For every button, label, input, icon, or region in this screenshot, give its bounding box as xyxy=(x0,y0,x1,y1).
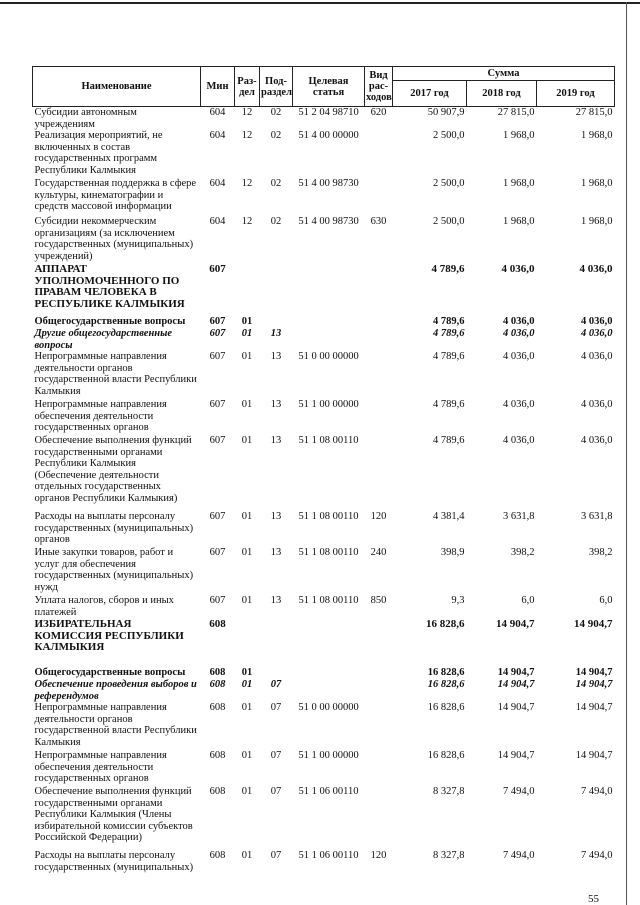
cell-s17: 4 789,6 xyxy=(433,435,465,446)
cell-name: Иные закупки товаров, работ и услуг для обеспечения государственных (муниципальных) нужд xyxy=(34,547,194,593)
cell-min: 607 xyxy=(209,316,226,327)
cell-cs: 51 2 04 98710 xyxy=(298,107,359,118)
cell-s18: 4 036,0 xyxy=(501,263,535,275)
cell-rz: 01 xyxy=(241,595,253,606)
cell-pr xyxy=(260,619,293,667)
cell-s18: 27 815,0 xyxy=(497,107,535,118)
cell-s18: 6,0 xyxy=(521,595,535,606)
cell-cs: 51 4 00 98730 xyxy=(298,178,359,189)
cell-min: 608 xyxy=(209,679,226,690)
cell-pr: 02 xyxy=(270,130,282,141)
header-2019: 2019 год xyxy=(537,81,615,107)
table-row xyxy=(33,316,615,328)
header-razdel: Раз- дел xyxy=(235,67,260,107)
cell-s19: 1 968,0 xyxy=(581,216,613,227)
cell-cs: 51 0 00 00000 xyxy=(298,702,359,713)
cell-s18: 4 036,0 xyxy=(503,435,535,446)
cell-s18: 4 036,0 xyxy=(503,328,535,339)
cell-vr xyxy=(365,399,393,435)
cell-rz xyxy=(235,264,260,316)
cell-min: 604 xyxy=(209,178,226,189)
cell-rz: 01 xyxy=(241,850,253,861)
header-podrazdel: Под- раздел xyxy=(260,67,293,107)
table-body xyxy=(33,107,615,875)
cell-s17: 4 789,6 xyxy=(431,263,465,275)
cell-s19: 398,2 xyxy=(588,547,613,558)
cell-pr: 13 xyxy=(270,351,282,362)
budget-table xyxy=(32,66,615,874)
cell-cs: 51 4 00 00000 xyxy=(298,130,359,141)
cell-s19: 1 968,0 xyxy=(581,130,613,141)
cell-pr: 07 xyxy=(270,702,282,713)
cell-pr xyxy=(260,316,293,328)
cell-s18: 1 968,0 xyxy=(503,130,535,141)
cell-s17: 16 828,6 xyxy=(427,667,465,678)
cell-rz: 12 xyxy=(241,107,253,118)
table-row xyxy=(33,750,615,786)
table-row xyxy=(33,511,615,547)
cell-s19: 7 494,0 xyxy=(581,850,613,861)
table-row xyxy=(33,435,615,511)
cell-s19: 1 968,0 xyxy=(581,178,613,189)
cell-s17: 2 500,0 xyxy=(433,216,465,227)
cell-s18: 14 904,7 xyxy=(497,667,535,678)
cell-pr: 13 xyxy=(270,399,282,410)
cell-min: 608 xyxy=(209,618,226,630)
cell-s17: 4 789,6 xyxy=(433,328,465,339)
table-row xyxy=(33,107,615,131)
cell-cs: 51 1 00 00000 xyxy=(298,750,359,761)
header-min: Мин xyxy=(201,67,235,107)
cell-min: 604 xyxy=(209,216,226,227)
cell-vr xyxy=(365,750,393,786)
cell-rz: 01 xyxy=(241,316,253,327)
cell-name: Непрограммные направления обеспечения деятельности государственных органов xyxy=(34,399,167,433)
cell-vr xyxy=(365,619,393,667)
cell-s17: 4 789,6 xyxy=(433,351,465,362)
table-row xyxy=(33,130,615,178)
cell-vr xyxy=(365,786,393,850)
cell-cs xyxy=(293,264,365,316)
table-row xyxy=(33,178,615,216)
cell-pr: 13 xyxy=(270,547,282,558)
cell-min: 607 xyxy=(209,435,226,446)
cell-rz: 12 xyxy=(241,130,253,141)
cell-min: 604 xyxy=(209,107,226,118)
cell-s18: 4 036,0 xyxy=(503,399,535,410)
top-border xyxy=(0,2,640,4)
cell-s19: 7 494,0 xyxy=(581,786,613,797)
cell-s17: 398,9 xyxy=(440,547,465,558)
cell-vr: 120 xyxy=(370,850,387,861)
cell-rz: 01 xyxy=(241,786,253,797)
cell-s19: 6,0 xyxy=(599,595,613,606)
cell-rz: 01 xyxy=(241,667,253,678)
cell-s19: 14 904,7 xyxy=(575,750,613,761)
cell-s17: 16 828,6 xyxy=(426,618,465,630)
cell-s19: 3 631,8 xyxy=(581,511,613,522)
cell-s19: 14 904,7 xyxy=(575,702,613,713)
header-2017: 2017 год xyxy=(393,81,467,107)
cell-s18: 7 494,0 xyxy=(503,850,535,861)
cell-rz: 01 xyxy=(241,435,253,446)
cell-name: Общегосударственные вопросы xyxy=(34,316,186,327)
cell-min: 607 xyxy=(209,547,226,558)
table-row xyxy=(33,351,615,399)
header-2018: 2018 год xyxy=(467,81,537,107)
cell-name: Субсидии некоммерческим организациям (за исключением государственных (муниципальных) учреждений) xyxy=(34,216,194,262)
cell-rz: 01 xyxy=(241,399,253,410)
cell-pr: 13 xyxy=(270,328,282,339)
table-row xyxy=(33,595,615,619)
cell-s17: 50 907,9 xyxy=(427,107,465,118)
cell-vr xyxy=(365,178,393,216)
table-row xyxy=(33,850,615,874)
cell-pr: 07 xyxy=(270,750,282,761)
table-row xyxy=(33,328,615,351)
cell-rz: 01 xyxy=(241,351,253,362)
cell-pr: 13 xyxy=(270,435,282,446)
cell-name: Непрограммные направления деятельности органов государственной власти Республики Калмыкия xyxy=(34,702,197,748)
right-border xyxy=(626,2,627,905)
table-row xyxy=(33,547,615,595)
cell-s17: 2 500,0 xyxy=(433,130,465,141)
cell-rz xyxy=(235,619,260,667)
cell-min: 607 xyxy=(209,511,226,522)
cell-min: 607 xyxy=(209,263,226,275)
cell-cs: 51 1 06 00110 xyxy=(298,786,359,797)
cell-s17: 16 828,6 xyxy=(427,750,465,761)
cell-s17: 9,3 xyxy=(451,595,465,606)
cell-pr: 02 xyxy=(270,107,282,118)
cell-rz: 01 xyxy=(241,328,253,339)
cell-rz: 01 xyxy=(241,511,253,522)
header-name: Наименование xyxy=(33,67,201,107)
table-row xyxy=(33,399,615,435)
cell-vr xyxy=(365,264,393,316)
cell-s17: 4 789,6 xyxy=(433,399,465,410)
cell-name: АППАРАТ УПОЛНОМОЧЕННОГО ПО ПРАВАМ ЧЕЛОВЕКА В РЕСПУБЛИКЕ КАЛМЫКИЯ xyxy=(34,263,185,310)
table-row xyxy=(33,667,615,679)
cell-min: 608 xyxy=(209,750,226,761)
cell-name: Государственная поддержка в сфере культуры, кинематографии и средств массовой информации xyxy=(34,178,197,212)
cell-s17: 8 327,8 xyxy=(433,850,465,861)
cell-s19: 14 904,7 xyxy=(575,667,613,678)
cell-cs: 51 0 00 00000 xyxy=(298,351,359,362)
cell-s19: 4 036,0 xyxy=(581,351,613,362)
cell-cs xyxy=(293,316,365,328)
cell-s18: 4 036,0 xyxy=(503,351,535,362)
cell-rz: 01 xyxy=(241,679,253,690)
header-summa: Сумма xyxy=(393,67,615,81)
cell-s17: 16 828,6 xyxy=(427,679,465,690)
table-row xyxy=(33,216,615,264)
table-row xyxy=(33,264,615,316)
cell-pr: 07 xyxy=(270,786,282,797)
cell-s18: 4 036,0 xyxy=(503,316,535,327)
cell-s17: 4 789,6 xyxy=(433,316,465,327)
table-row xyxy=(33,702,615,750)
cell-s19: 4 036,0 xyxy=(581,435,613,446)
cell-cs xyxy=(293,619,365,667)
cell-s18: 1 968,0 xyxy=(503,216,535,227)
cell-vr xyxy=(365,316,393,328)
cell-name: Расходы на выплаты персоналу государственных (муниципальных) xyxy=(34,850,194,873)
cell-min: 608 xyxy=(209,786,226,797)
cell-min: 604 xyxy=(209,130,226,141)
cell-name: Субсидии автономным учреждениям xyxy=(34,107,137,130)
cell-cs: 51 1 08 00110 xyxy=(298,547,359,558)
cell-pr xyxy=(260,264,293,316)
cell-name: Обеспечение проведения выборов и референдумов xyxy=(34,679,197,702)
table-row xyxy=(33,786,615,850)
cell-pr: 02 xyxy=(270,216,282,227)
cell-s18: 14 904,7 xyxy=(497,750,535,761)
cell-name: Непрограммные направления обеспечения деятельности государственных органов xyxy=(34,750,167,784)
cell-vr: 850 xyxy=(370,595,387,606)
cell-pr: 07 xyxy=(270,679,282,690)
cell-name: Уплата налогов, сборов и иных платежей xyxy=(34,595,174,618)
cell-pr xyxy=(260,667,293,679)
cell-pr: 07 xyxy=(270,850,282,861)
cell-s18: 3 631,8 xyxy=(503,511,535,522)
cell-min: 607 xyxy=(209,399,226,410)
cell-vr xyxy=(365,667,393,679)
cell-cs: 51 1 08 00110 xyxy=(298,511,359,522)
cell-s18: 1 968,0 xyxy=(503,178,535,189)
cell-s18: 14 904,7 xyxy=(496,618,535,630)
cell-s17: 4 381,4 xyxy=(433,511,465,522)
cell-rz: 01 xyxy=(241,547,253,558)
cell-vr: 240 xyxy=(370,547,387,558)
cell-s17: 2 500,0 xyxy=(433,178,465,189)
cell-name: Обеспечение выполнения функций государственными органами Республики Калмыкия (Члены избирательной комиссии субъектов Российской Федерации) xyxy=(34,786,193,843)
cell-vr: 630 xyxy=(370,216,387,227)
cell-name: Обеспечение выполнения функций государственными органами Республики Калмыкия (Обеспечение деятельности отдельных государственных органов Республики Калмыкия) xyxy=(34,435,192,504)
cell-min: 607 xyxy=(209,328,226,339)
cell-vr xyxy=(365,435,393,511)
cell-pr: 13 xyxy=(270,511,282,522)
table-row xyxy=(33,679,615,702)
cell-rz: 12 xyxy=(241,178,253,189)
header-target: Целевая статья xyxy=(293,67,365,107)
cell-rz: 01 xyxy=(241,702,253,713)
cell-name: Другие общегосударственные вопросы xyxy=(34,328,173,351)
cell-pr: 02 xyxy=(270,178,282,189)
cell-cs xyxy=(293,328,365,351)
cell-vr xyxy=(365,130,393,178)
header-vid: Вид рас- ходов xyxy=(365,67,393,107)
cell-s18: 398,2 xyxy=(510,547,535,558)
cell-cs: 51 1 06 00110 xyxy=(298,850,359,861)
cell-cs xyxy=(293,667,365,679)
cell-s19: 4 036,0 xyxy=(581,316,613,327)
table-row xyxy=(33,619,615,667)
cell-name: Реализация мероприятий, не включенных в состав государственных программ Республики Калмыкия xyxy=(34,130,163,176)
cell-cs: 51 1 08 00110 xyxy=(298,595,359,606)
cell-s18: 14 904,7 xyxy=(497,702,535,713)
cell-vr xyxy=(365,328,393,351)
cell-s18: 7 494,0 xyxy=(503,786,535,797)
cell-s17: 8 327,8 xyxy=(433,786,465,797)
cell-min: 607 xyxy=(209,595,226,606)
cell-name: Непрограммные направления деятельности органов государственной власти Республики Калмыкия xyxy=(34,351,197,397)
cell-cs: 51 4 00 98730 xyxy=(298,216,359,227)
cell-s19: 4 036,0 xyxy=(581,328,613,339)
cell-vr xyxy=(365,679,393,702)
cell-min: 608 xyxy=(209,667,226,678)
cell-name: Общегосударственные вопросы xyxy=(34,667,186,678)
cell-s18: 14 904,7 xyxy=(497,679,535,690)
cell-min: 608 xyxy=(209,850,226,861)
cell-min: 608 xyxy=(209,702,226,713)
cell-vr: 620 xyxy=(370,107,387,118)
table-header xyxy=(33,67,615,107)
cell-s19: 14 904,7 xyxy=(575,679,613,690)
page-number: 55 xyxy=(588,893,599,905)
cell-pr: 13 xyxy=(270,595,282,606)
cell-s19: 4 036,0 xyxy=(579,263,613,275)
cell-name: ИЗБИРАТЕЛЬНАЯ КОМИССИЯ РЕСПУБЛИКИ КАЛМЫКИЯ xyxy=(34,618,184,653)
cell-cs: 51 1 00 00000 xyxy=(298,399,359,410)
cell-s19: 14 904,7 xyxy=(574,618,613,630)
cell-s19: 27 815,0 xyxy=(575,107,613,118)
cell-rz: 01 xyxy=(241,750,253,761)
cell-cs xyxy=(293,679,365,702)
cell-vr xyxy=(365,702,393,750)
cell-name: Расходы на выплаты персоналу государственных (муниципальных) органов xyxy=(34,511,194,545)
cell-s19: 4 036,0 xyxy=(581,399,613,410)
cell-cs: 51 1 08 00110 xyxy=(298,435,359,446)
cell-rz: 12 xyxy=(241,216,253,227)
cell-vr: 120 xyxy=(370,511,387,522)
cell-vr xyxy=(365,351,393,399)
cell-s17: 16 828,6 xyxy=(427,702,465,713)
cell-min: 607 xyxy=(209,351,226,362)
